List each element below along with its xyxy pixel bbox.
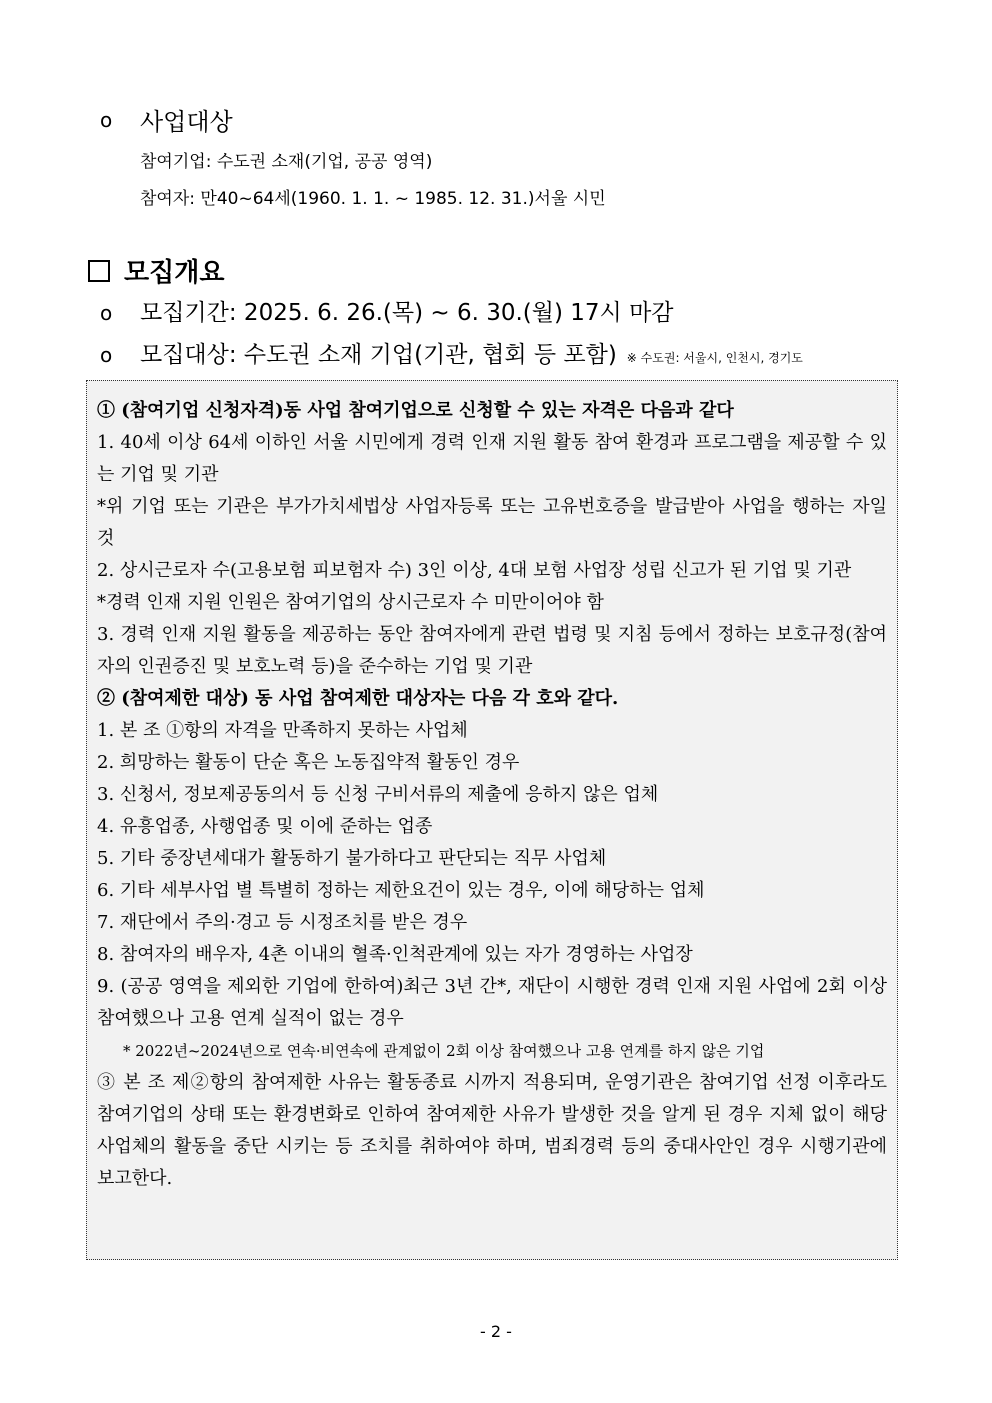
clause-1-note-1: *위 기업 또는 기관은 부가가치세법상 사업자등록 또는 고유번호증을 발급받아 사업을 행하는 자일 것: [97, 496, 887, 549]
recruitment-target-text: 모집대상: 수도권 소재 기업(기관, 협회 등 포함): [140, 342, 617, 368]
recruitment-overview-title: 모집개요: [124, 258, 225, 288]
recruitment-period-text: 모집기간: 2025. 6. 26.(목) ~ 6. 30.(월) 17시 마감: [140, 300, 674, 326]
clause-1-heading: ① (참여기업 신청자격)동 사업 참여기업으로 신청할 수 있는 자격은 다음과 같다: [97, 400, 734, 421]
clause-1-item-3: 3. 경력 인재 지원 활동을 제공하는 동안 참여자에게 관련 법령 및 지침 등에서 정하는 보호규정(참여자의 인권증진 및 보호노력 등)을 준수하는 기업 및 기관: [97, 624, 887, 677]
section-business-target: [100, 102, 920, 209]
business-target-heading: [100, 102, 920, 137]
participating-company-line: 참여기업: 수도권 소재(기업, 공공 영역): [140, 152, 433, 172]
participant-line: 참여자: 만40~64세(1960. 1. 1. ~ 1985. 12. 31.)서울 시민: [140, 189, 606, 209]
page-number: - 2 -: [480, 1322, 512, 1341]
clause-2-item-7: 7. 재단에서 주의·경고 등 시정조치를 받은 경우: [97, 912, 468, 933]
clause-3-text: ③ 본 조 제②항의 참여제한 사유는 활동종료 시까지 적용되며, 운영기관은 참여기업 선정 이후라도 참여기업의 상태 또는 환경변화로 인하여 참여제한 사유가 발생한 것을 알게 된 경우 지체 없이 해당 사업체의 활동을 중단 시키는 등 조치를 취하여야 하며, 범죄경력 등의 중대사안인 경우 시행기관에 보고한다.: [97, 1072, 887, 1189]
clause-2-item-8: 8. 참여자의 배우자, 4촌 이내의 혈족·인척관계에 있는 자가 경영하는 사업장: [97, 944, 693, 965]
bullet-marker: o: [100, 301, 113, 325]
clause-2-item-9: 9. (공공 영역을 제외한 기업에 한하여)최근 3년 간*, 재단이 시행한 경력 인재 지원 사업에 2회 이상 참여했으나 고용 연계 실적이 없는 경우: [97, 976, 887, 1029]
bullet-marker: o: [100, 107, 113, 132]
business-target-title: 사업대상: [140, 108, 233, 136]
eligibility-content: [97, 395, 887, 1195]
checkbox-square-icon: [88, 260, 110, 282]
eligibility-box: [86, 380, 898, 1260]
bullet-marker: o: [100, 343, 113, 367]
clause-2-item-5: 5. 기타 중장년세대가 활동하기 불가하다고 판단되는 직무 사업체: [97, 848, 607, 869]
clause-2-heading: ② (참여제한 대상) 동 사업 참여제한 대상자는 다음 각 호와 같다.: [97, 688, 619, 709]
clause-2-item-3: 3. 신청서, 정보제공동의서 등 신청 구비서류의 제출에 응하지 않은 업체: [97, 784, 659, 805]
recruitment-period-line: [100, 294, 920, 327]
recruitment-overview-header: [88, 252, 224, 289]
clause-2-item-9-footnote: * 2022년~2024년으로 연속·비연속에 관계없이 2회 이상 참여했으나 고용 연계를 하지 않은 기업: [123, 1042, 765, 1060]
clause-1-item-1: 1. 40세 이상 64세 이하인 서울 시민에게 경력 인재 지원 활동 참여 환경과 프로그램을 제공할 수 있는 기업 및 기관: [97, 432, 887, 485]
clause-2-item-1: 1. 본 조 ①항의 자격을 만족하지 못하는 사업체: [97, 720, 468, 741]
clause-2-item-2: 2. 희망하는 활동이 단순 혹은 노동집약적 활동인 경우: [97, 752, 520, 773]
recruitment-target-line: [100, 336, 920, 369]
clause-1-item-2: 2. 상시근로자 수(고용보험 피보험자 수) 3인 이상, 4대 보험 사업장 성립 신고가 된 기업 및 기관: [97, 560, 852, 581]
clause-2-item-6: 6. 기타 세부사업 별 특별히 정하는 제한요건이 있는 경우, 이에 해당하는 업체: [97, 880, 705, 901]
clause-2-item-4: 4. 유흥업종, 사행업종 및 이에 준하는 업종: [97, 816, 433, 837]
clause-1-note-2: *경력 인재 지원 인원은 참여기업의 상시근로자 수 미만이어야 함: [97, 592, 604, 613]
capital-area-note: ※ 수도권: 서울시, 인천시, 경기도: [626, 351, 803, 365]
